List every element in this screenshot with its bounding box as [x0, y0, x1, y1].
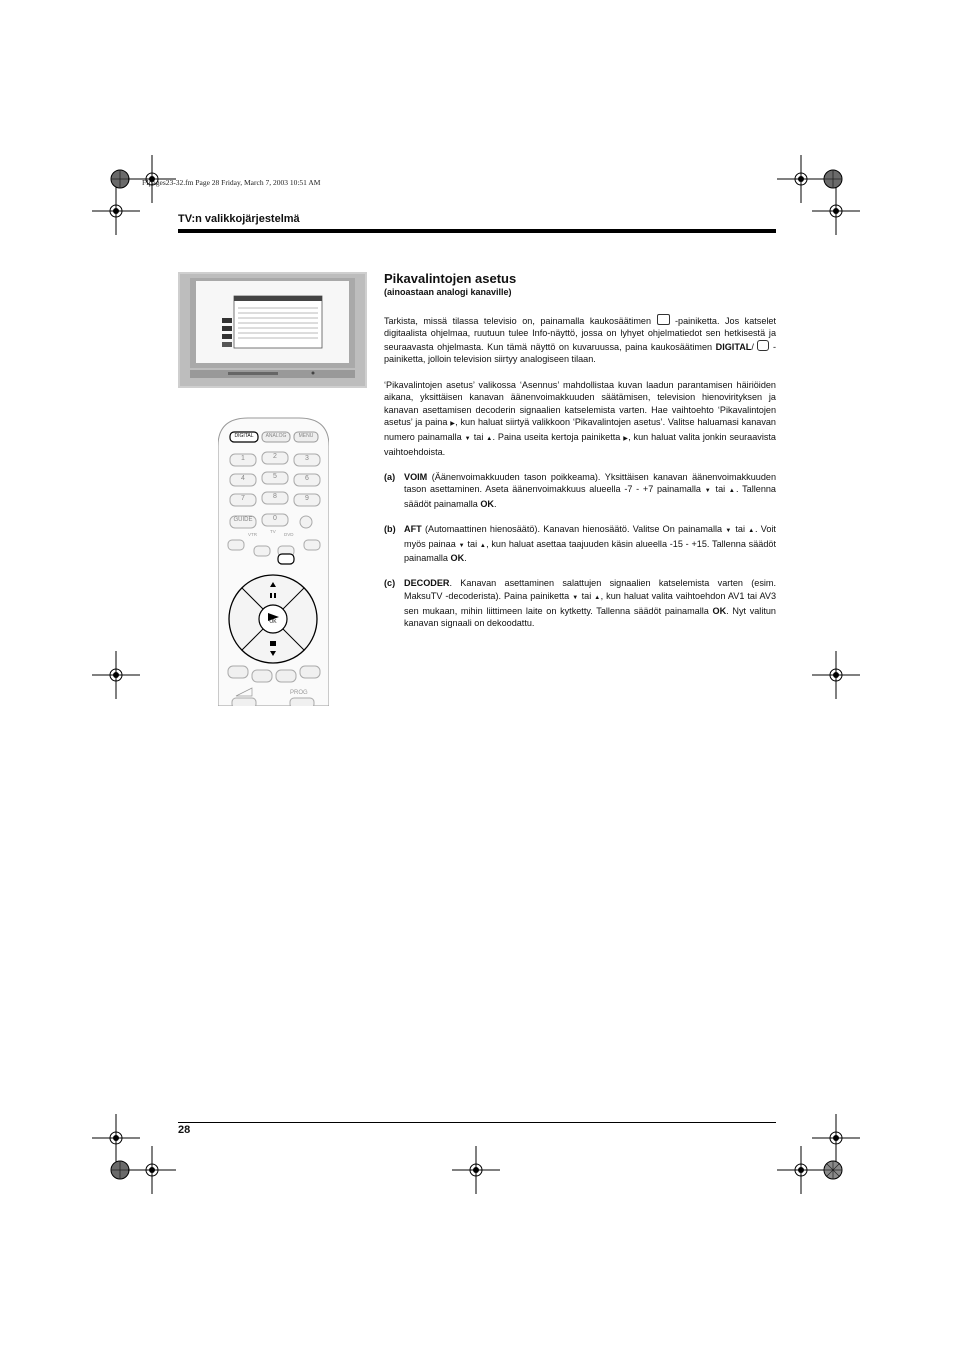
remote-key-2: 2 [273, 453, 277, 460]
remote-dvd-label: DVD [284, 532, 294, 537]
crosshair-mark-icon [92, 651, 140, 699]
list-item-voim: (a) VOIM (Äänenvoimakkuuden tason poikkeama). Yksittäisen kanavan äänenvoimakkuuden tason asettaminen. Aseta äänenvoimakkuus alueella -7 - +7 painamalla ▼ tai ▲. Tallenna säädöt painamalla OK. [384, 471, 776, 509]
remote-key-5: 5 [273, 473, 277, 480]
remote-tv-label: TV [270, 529, 276, 534]
remote-vtr-label: VTR [248, 532, 257, 537]
article-subtitle: (ainoastaan analogi kanaville) [384, 287, 512, 297]
arrow-right-icon: ▶ [450, 421, 456, 428]
paragraph-menu: ‘Pikavalintojen asetus’ valikossa ‘Asennus’ mahdollistaa kuvan laadun parantamisen häiriöiden aikana, yksittäisen kanavan äänenvoimakkuuden säätämisen, television hienovirityksen ja kanavan asettamisen decoderin signaalien katselemista varten. Hae vaihtoehto ‘Pikavalintojen asetus’ ja paina ▶, kun haluat siirtyä valikkoon ‘Pikavalintojen asetus’. Valitse haluamasi kanavan numero painamalla ▼ tai ▲. Paina useita kertoja painiketta ▶, kun haluat valita jonkin seuraavista vaihtoehdoista. [384, 379, 776, 457]
crosshair-mark-icon [812, 651, 860, 699]
remote-key-1: 1 [241, 455, 245, 462]
header-rule [178, 229, 776, 233]
list-item-aft: (b) AFT (Automaattinen hienosäätö). Kanavan hienosäätö. Valitse On painamalla ▼ tai ▲. Voit myös painaa ▼ tai ▲, kun haluat asettaa taajuuden käsin alueella -15 - +15. Tallenna säädöt painamalla OK. [384, 524, 776, 564]
arrow-up-icon: ▲ [486, 435, 493, 442]
remote-key-4: 4 [241, 475, 245, 482]
crosshair-mark-icon [812, 187, 860, 235]
page-number: 28 [178, 1124, 191, 1136]
remote-key-8: 8 [273, 493, 277, 500]
print-slug: FIpages23-32.fm Page 28 Friday, March 7, 2003 10:51 AM [142, 178, 321, 187]
remote-key-0: 0 [273, 515, 277, 522]
remote-prog-label: PROG [290, 690, 308, 696]
arrow-up-icon: ▲ [594, 595, 601, 602]
tv-mode-icon [757, 340, 769, 351]
remote-key-7: 7 [241, 495, 245, 502]
list-item-decoder: (c) DECODER. Kanavan asettaminen salattujen signaalien katselemista varten (esim. MaksuTV -decoderista). Paina painiketta ▼ tai ▲, kun haluat valita vaihtoehdon AV1 tai AV3 sen mukaan, mihin liittimeen laite on kytketty. Tallenna säädöt painamalla OK. Nyt valitun kanavan signaali on dekoodattu. [384, 578, 776, 629]
footer-rule [178, 1122, 776, 1123]
article-column [384, 271, 776, 642]
paragraph-intro: Tarkista, missä tilassa televisio on, painamalla kaukosäätimen -painiketta. Jos katselet digitaalista ohjelmaa, ruutuun tulee Info-näyttö, jossa on lyhyet ohjelmatiedot sen hetkisestä ja seuraavasta ohjelmasta. Kun tämä näyttö on kuvaruussa, paina kaukosäätimen DIGITAL/ -painiketta, jolloin television siirtyy analogiseen tilaan. [384, 315, 776, 365]
remote-digital-label: DIGITAL [234, 433, 254, 439]
arrow-up-icon: ▲ [479, 542, 487, 549]
arrow-right-icon: ▶ [623, 435, 629, 442]
info-button-icon [657, 314, 670, 325]
remote-menu-label: MENU [298, 433, 314, 439]
remote-ok-label: OK [269, 619, 277, 625]
crosshair-mark-icon [128, 1146, 176, 1194]
arrow-down-icon: ▼ [725, 528, 733, 535]
arrow-down-icon: ▼ [464, 435, 471, 442]
remote-analog-label: ANALOG [265, 433, 287, 439]
arrow-down-icon: ▼ [704, 488, 712, 495]
remote-key-3: 3 [305, 455, 309, 462]
article-title: Pikavalintojen asetus [384, 271, 517, 286]
crosshair-mark-icon [92, 187, 140, 235]
tv-screen-illustration [178, 272, 367, 388]
arrow-down-icon: ▼ [458, 542, 465, 549]
arrow-up-icon: ▲ [728, 488, 737, 495]
arrow-up-icon: ▲ [748, 528, 755, 535]
arrow-down-icon: ▼ [572, 595, 579, 602]
section-header: TV:n valikkojärjestelmä [178, 213, 300, 225]
remote-key-9: 9 [305, 495, 309, 502]
remote-key-6: 6 [305, 475, 309, 482]
crosshair-mark-icon [452, 1146, 500, 1194]
registration-mark-icon [809, 1146, 857, 1194]
remote-guide-label: GUIDE [233, 517, 253, 523]
remote-control-illustration [218, 416, 329, 706]
